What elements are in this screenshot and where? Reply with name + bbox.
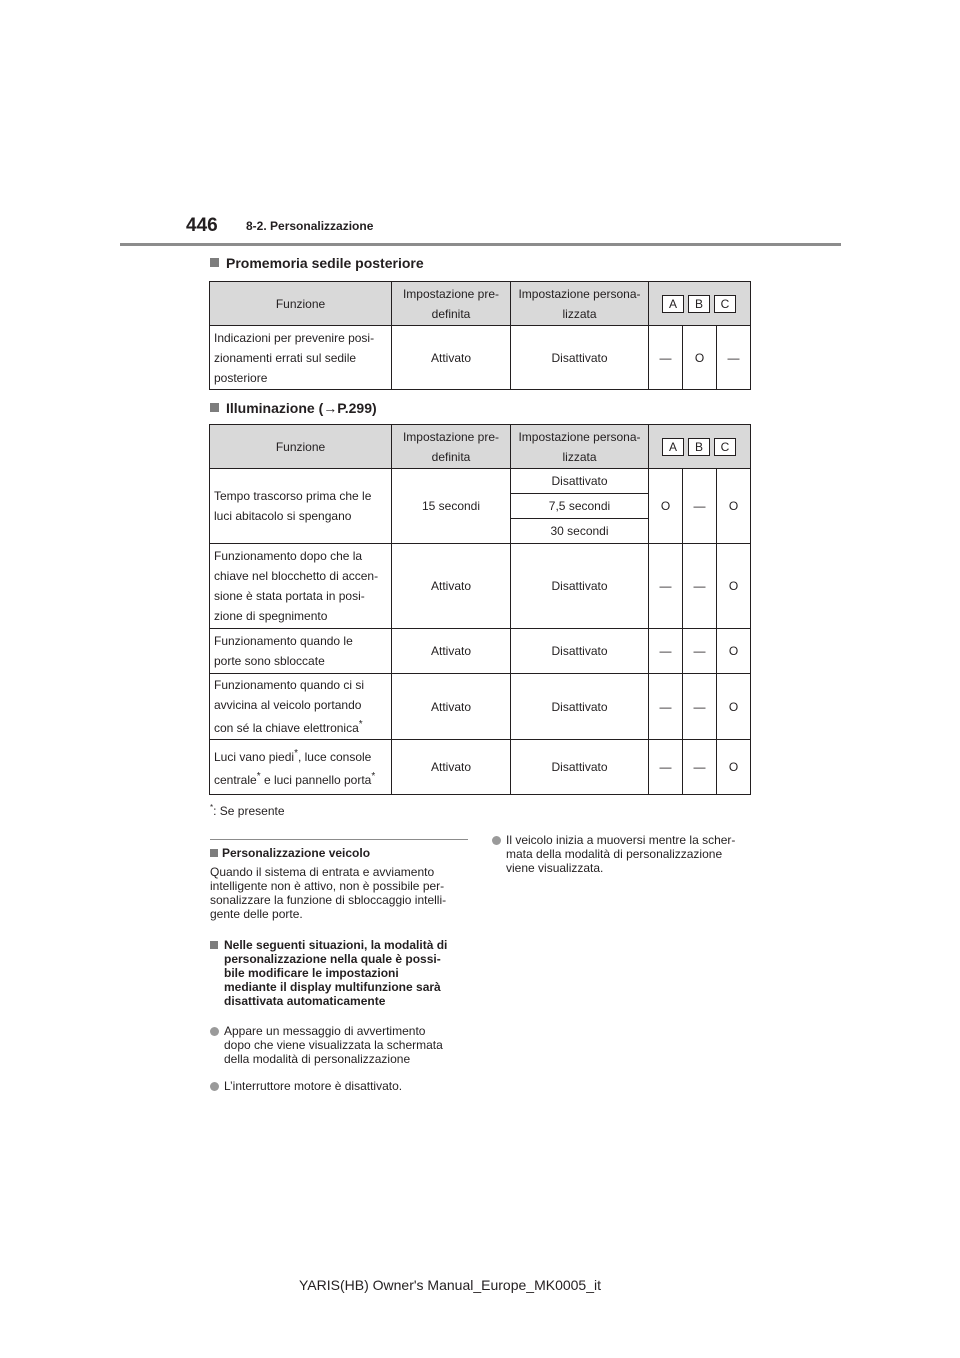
table-row [210,469,751,494]
bullet-item: Appare un messaggio di avvertimento dopo che viene visualizzata la schermata della modalità di personalizzazione [210,1024,480,1066]
header-funzione: Funzione [210,425,392,469]
square-bullet-icon [210,403,219,412]
table2-heading: Illuminazione (→P.299) [210,400,377,416]
note-title-personalizzazione: Personalizzazione veicolo [210,846,480,860]
cell-custom: Disattivato [511,326,649,390]
cell-default: Attivato [392,740,511,795]
cell-custom-option: 7,5 secondi [511,494,649,519]
notes-divider [210,839,468,840]
cell-custom-option: 30 secondi [511,519,649,544]
table-header-row [210,282,751,326]
cell-a: — [649,326,683,390]
cell-b: — [683,469,717,544]
cell-b: O [683,326,717,390]
bullet-icon [210,1082,219,1091]
square-bullet-icon [210,258,219,267]
cell-a: — [649,629,683,674]
cell-c: O [717,469,751,544]
header-default: Impostazione pre- definita [392,425,511,469]
bullet-item: L’interruttore motore è disattivato. [210,1079,480,1093]
cell-function: Tempo trascorso prima che le luci abitacolo si spengano [210,469,392,544]
letter-c: C [714,438,736,456]
cell-default: 15 secondi [392,469,511,544]
bullet-icon [210,1027,219,1036]
header-custom: Impostazione persona- lizzata [511,425,649,469]
table-row [210,740,751,795]
cell-default: Attivato [392,629,511,674]
cell-default: Attivato [392,326,511,390]
letter-b: B [688,295,710,313]
table-row [210,326,751,390]
cell-custom-option: Disattivato [511,469,649,494]
cell-default: Attivato [392,674,511,740]
table1-heading: Promemoria sedile posteriore [210,255,424,271]
header-abc [649,425,751,469]
footnote: *: Se presente [210,803,285,818]
table-row [210,674,751,740]
cell-b: — [683,740,717,795]
cell-b: — [683,674,717,740]
cell-c: O [717,674,751,740]
note-text-personalizzazione: Quando il sistema di entrata e avviamento intelligente non è attivo, non è possibile per- sonalizzare la funzione di sbloccaggio intelli- gente delle porte. [210,865,447,921]
cell-c: O [717,544,751,629]
letter-c: C [714,295,736,313]
square-bullet-icon [210,849,218,857]
cell-a: O [649,469,683,544]
header-abc [649,282,751,326]
bullet-item: Il veicolo inizia a muoversi mentre la scher- mata della modalità di personalizzazione viene visualizzata. [492,833,762,875]
cell-c: O [717,629,751,674]
cell-b: — [683,629,717,674]
cell-custom: Disattivato [511,629,649,674]
table-illuminazione [209,424,751,795]
header-custom: Impostazione persona- lizzata [511,282,649,326]
cell-c: O [717,740,751,795]
header-funzione: Funzione [210,282,392,326]
bullet-icon [492,836,501,845]
cell-a: — [649,674,683,740]
letter-b: B [688,438,710,456]
cell-default: Attivato [392,544,511,629]
cell-custom: Disattivato [511,544,649,629]
header-default: Impostazione pre- definita [392,282,511,326]
header-rule [120,243,841,246]
page-number: 446 [186,215,218,236]
table-row [210,544,751,629]
letter-a: A [662,438,684,456]
table-header-row [210,425,751,469]
table-promemoria [209,281,751,390]
cell-function: Funzionamento quando le porte sono sbloccate [210,629,392,674]
cell-function: Funzionamento quando ci si avvicina al veicolo portando con sé la chiave elettronica* [210,674,392,740]
footer-manual-id: YARIS(HB) Owner's Manual_Europe_MK0005_it [299,1277,601,1293]
table-row [210,629,751,674]
cell-a: — [649,740,683,795]
cell-function: Funzionamento dopo che la chiave nel blocchetto di accen- sione è stata portata in posi- zione di spegnimento [210,544,392,629]
note-title-situazioni: Nelle seguenti situazioni, la modalità di personalizzazione nella quale è possi- bile modificare le impostazioni mediante il display multifunzione sarà disattivata automaticamente [210,938,480,1008]
cell-b: — [683,544,717,629]
section-title: 8-2. Personalizzazione [246,219,374,233]
letter-a: A [662,295,684,313]
cell-custom: Disattivato [511,674,649,740]
cell-function: Indicazioni per prevenire posi- zionamenti errati sul sedile posteriore [210,326,392,390]
cell-custom: Disattivato [511,740,649,795]
cell-c: — [717,326,751,390]
cell-function: Luci vano piedi*, luce console centrale* e luci pannello porta* [210,740,392,795]
square-bullet-icon [210,941,218,949]
asterisk-mark: * [358,719,363,730]
cell-a: — [649,544,683,629]
